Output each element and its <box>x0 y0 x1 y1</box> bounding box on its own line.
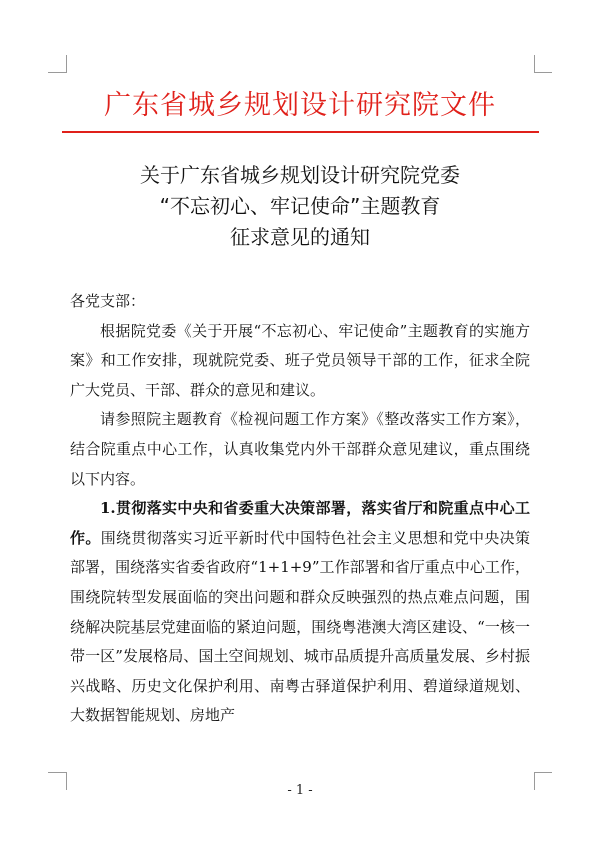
item-1-text: 围绕贯彻落实习近平新时代中国特色社会主义思想和党中央决策部署，围绕落实省委省政府“1+1+9”工作部署和省厅重点中心工作，围绕院转型发展面临的突出问题和群众反映强烈的热点难点问题，围绕解决院基层党建面临的紧迫问题，围绕粤港澳大湾区建设、“一核一带一区”发展格局、国土空间规划、城市品质提升高质量发展、乡村振兴战略、历史文化保护利用、南粤古驿道保护利用、碧道绿道规划、大数据智能规划、房地产 <box>70 528 530 725</box>
issuer-header: 广东省城乡规划设计研究院文件 <box>104 90 496 121</box>
paragraph-1: 根据院党委《关于开展“不忘初心、牢记使命”主题教育的实施方案》和工作安排，现就院党委、班子党员领导干部的工作，征求全院广大党员、干部、群众的意见和建议。 <box>70 321 530 399</box>
salutation: 各党支部： <box>70 292 146 310</box>
header-red-rule <box>62 131 539 133</box>
item-1-paragraph <box>70 494 530 731</box>
notice-title-line-3: 征求意见的通知 <box>230 225 370 249</box>
crop-mark-top-left-v <box>66 55 67 73</box>
paragraph-2: 请参照院主题教育《检视问题工作方案》《整改落实工作方案》，结合院重点中心工作，认真收集党内外干部群众意见建议，重点围绕以下内容。 <box>70 410 530 488</box>
notice-title <box>0 160 600 253</box>
crop-mark-top-right-h <box>534 72 552 73</box>
crop-mark-bottom-right-h <box>534 772 552 773</box>
item-1-lead: 1.贯彻落实中央和省委重大决策部署，落实省厅和院重点中心工作。 <box>70 499 530 547</box>
notice-body <box>70 287 530 731</box>
crop-mark-bottom-left-h <box>48 772 66 773</box>
crop-mark-top-left-h <box>48 72 66 73</box>
notice-title-line-1: 关于广东省城乡规划设计研究院党委 <box>140 163 460 187</box>
crop-mark-top-right-v <box>534 55 535 73</box>
page-number: - 1 - <box>287 783 313 798</box>
notice-title-line-2: “不忘初心、牢记使命”主题教育 <box>159 194 441 218</box>
